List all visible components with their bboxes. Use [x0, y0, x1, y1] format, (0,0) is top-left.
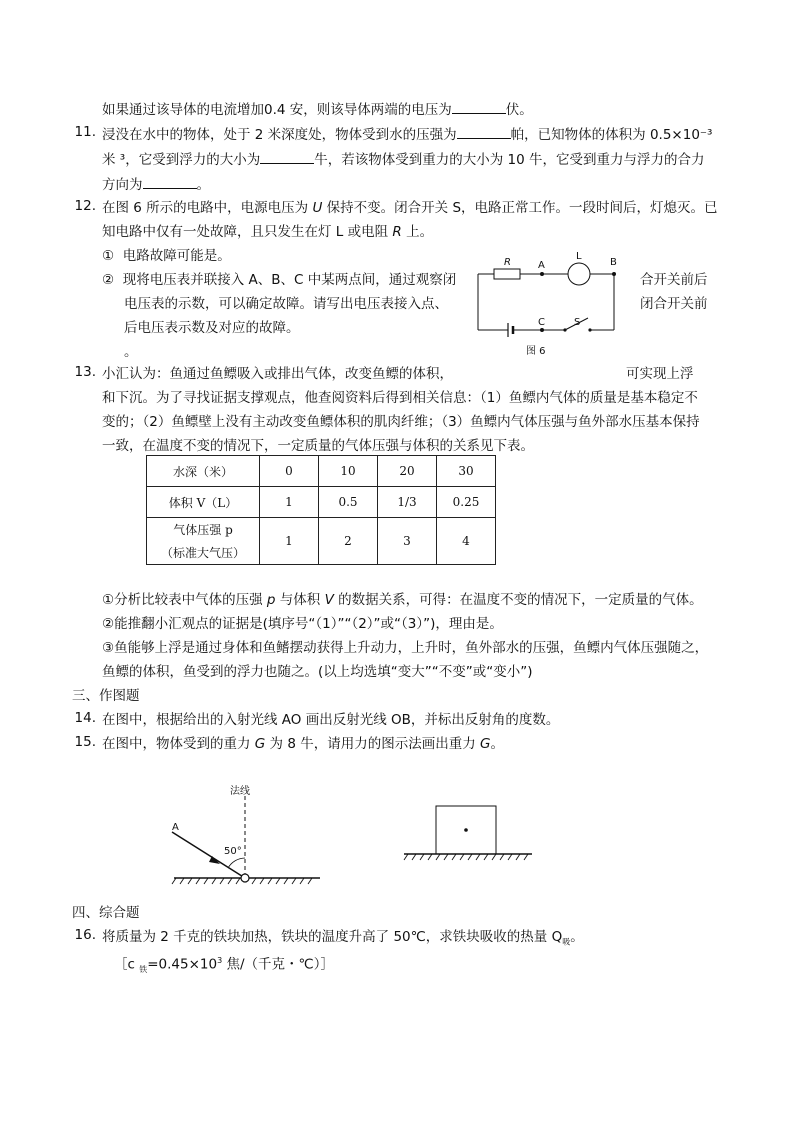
gas-data-table — [146, 455, 496, 565]
figure-caption: 图 6 — [526, 346, 546, 357]
node-C — [540, 328, 544, 332]
q12-sub2-line4: 。 — [124, 344, 138, 360]
q13-line4: 一致，在温度不变的情况下，一定质量的气体压强与体积的关系见下表。 — [102, 438, 534, 454]
q11-number: 11. — [74, 124, 96, 140]
q16-formula: ［c $_铁=0.45\times 10^3$ 焦/（千克・℃）］ — [114, 956, 334, 975]
q12-line1: 在图 6 所示的电路中，电源电压为 U 保持不变。闭合开关 S，电路正常工作。一段时间后，灯熄灭。已 — [102, 200, 718, 216]
q10-continuation: 如果通过该导体的电流增加0.4 安，则该导体两端的电压为 伏。 — [102, 99, 533, 120]
label-S: S — [574, 317, 581, 328]
block-figure — [400, 800, 540, 870]
q12-sub2-line2: 电压表的示数，可以确定故障。请写出电压表接入点、 — [124, 296, 448, 312]
q11-line3: 方向为 。 — [102, 174, 210, 195]
q16-number: 16. — [74, 927, 96, 943]
q13-line1: 小汇认为：鱼通过鱼鳔吸入或排出气体，改变鱼鳔的体积， — [102, 366, 453, 382]
q13-answer1: ①分析比较表中气体的压强 p 与体积 V 的数据关系，可得：在温度不变的情况下，一定质量的气体。 — [102, 592, 703, 608]
answer-blank[interactable] — [452, 99, 506, 114]
table-row: 气体压强 p （标准大气压） 1 2 3 4 — [147, 518, 496, 565]
circuit-figure-6 — [470, 248, 630, 360]
q12-sub2-right2: 闭合开关前 — [640, 296, 708, 312]
label-A: A — [538, 260, 545, 271]
q13-line1-right: 可实现上浮 — [626, 366, 694, 382]
angle-label: 50° — [224, 846, 242, 857]
lamp-L — [568, 263, 590, 285]
q13-answer3: ③鱼能够上浮是通过身体和鱼鳍摆动获得上升动力，上升时，鱼外部水的压强，鱼鳔内气体压强随之， — [102, 640, 709, 656]
point-O — [241, 874, 249, 882]
answer-blank[interactable] — [143, 174, 197, 189]
table-row: 水深（米） 0 10 20 30 — [147, 456, 496, 487]
q13-number: 13. — [74, 364, 96, 380]
section-title: 四、综合题 — [72, 905, 140, 921]
label-B: B — [610, 257, 617, 268]
label-C: C — [538, 317, 545, 328]
q15-number: 15. — [74, 734, 96, 750]
q13-line3: 变的；（2）鱼鳔壁上没有主动改变鱼鳔体积的肌肉纤维；（3）鱼鳔内气体压强与鱼外部水压基本保持 — [102, 414, 700, 430]
q13-answer4: 鱼鳔的体积，鱼受到的浮力也随之。(以上均选填“变大”“不变”或“变小”) — [102, 664, 533, 680]
node-B — [612, 272, 616, 276]
q13-answer2: ②能推翻小汇观点的证据是(填序号“（1）”“（2）”或“（3）”)，理由是。 — [102, 616, 503, 632]
q11-line1: 浸没在水中的物体，处于 2 米深度处，物体受到水的压强为 帕，已知物体的体积为 0.5×10⁻³ — [102, 124, 712, 145]
q15-text: 在图中，物体受到的重力 G 为 8 牛，请用力的图示法画出重力 G。 — [102, 736, 504, 752]
normal-label: 法线 — [230, 786, 250, 797]
q14-text: 在图中，根据给出的入射光线 AO 画出反射光线 OB，并标出反射角的度数。 — [102, 712, 560, 728]
resistor-R — [494, 269, 520, 279]
q12-sub2-right1: 合开关前后 — [640, 272, 708, 288]
label-A: A — [172, 822, 179, 833]
q14-number: 14. — [74, 710, 96, 726]
section-title: 三、作图题 — [72, 688, 140, 704]
q12-sub2-line3: 后电压表示数及对应的故障。 — [124, 320, 300, 336]
node-A — [540, 272, 544, 276]
q13-line2: 和下沉。为了寻找证据支撑观点，他查阅资料后得到相关信息：（1）鱼鳔内气体的质量是基本稳定不 — [102, 390, 698, 406]
q16-text: 将质量为 2 千克的铁块加热，铁块的温度升高了 50℃，求铁块吸收的热量 $Q_吸$。 — [102, 929, 584, 947]
label-R: R — [504, 257, 511, 268]
q12-sub2-line1: ② 现将电压表并联接入 A、B、C 中某两点间，通过观察闭 — [102, 272, 457, 288]
reflection-figure — [160, 780, 330, 890]
center-of-gravity-dot — [464, 828, 468, 832]
q12-sub1: ① 电路故障可能是。 — [102, 248, 231, 264]
angle-arc — [228, 858, 245, 868]
answer-blank[interactable] — [260, 149, 314, 164]
table-row: 体积 V（L） 1 0.5 1/3 0.25 — [147, 487, 496, 518]
q12-line2: 知电路中仅有一处故障，且只发生在灯 L 或电阻 R 上。 — [102, 224, 434, 240]
q11-line2: 米 ³，它受到浮力的大小为 牛，若该物体受到重力的大小为 10 牛，它受到重力与浮力的合力 — [102, 149, 704, 170]
answer-blank[interactable] — [457, 124, 511, 139]
q12-number: 12. — [74, 198, 96, 214]
label-L: L — [576, 251, 582, 262]
